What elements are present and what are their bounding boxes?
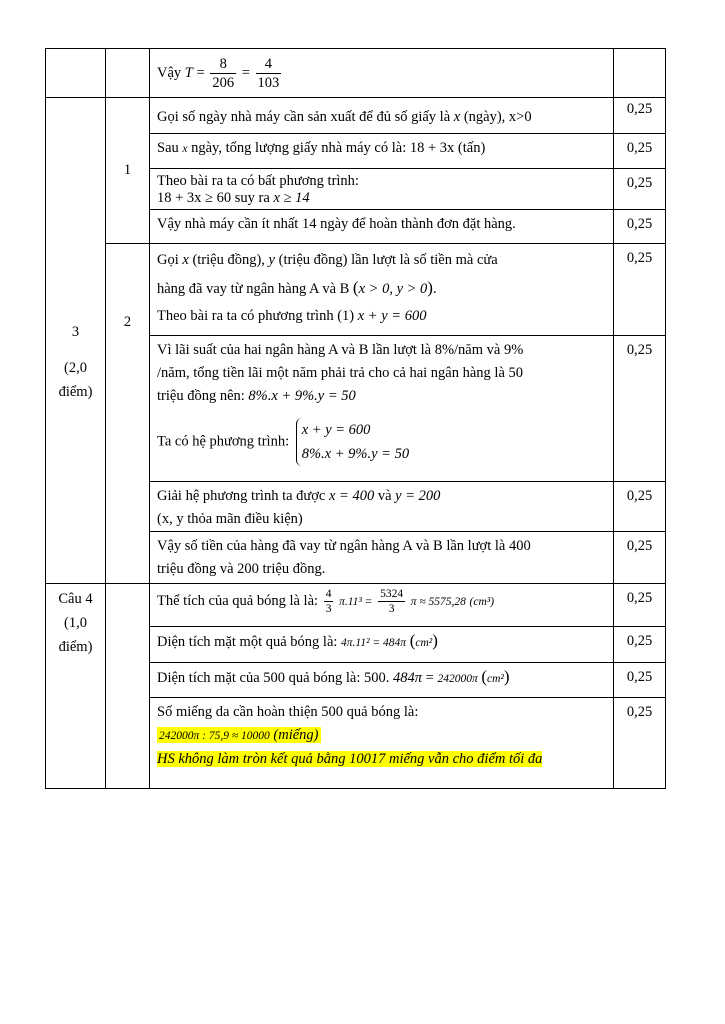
question-4-points-unit: điểm) (58, 639, 93, 655)
cell-content-part1 (150, 98, 614, 244)
cell-mark-empty (614, 49, 666, 98)
cell-marks-cau4 (614, 584, 666, 789)
mark-4-3: 0,25 (614, 662, 665, 697)
cell-part-1 (106, 98, 150, 244)
mark-4-2: 0,25 (614, 626, 665, 662)
grading-note: HS không làm tròn kết quả bằng 10017 miếng vẫn cho điểm tối đa (157, 751, 543, 767)
cell-part-empty-4 (106, 584, 150, 789)
mark-1-4: 0,25 (614, 209, 665, 243)
mark-2-3: 0,25 (614, 481, 665, 531)
mark-1-1: 0,25 (626, 101, 653, 117)
question-points-unit: điểm) (58, 383, 93, 400)
item-4-3: Diện tích mặt của 500 quả bóng là: 500. 484π = 242000π (cm²) (150, 662, 613, 697)
question-points: (2,0 (64, 359, 87, 376)
fraction-1: $\frac{8}{206}$ (212, 56, 235, 92)
fraction-2: $\frac{4}{103}$ (257, 56, 280, 92)
cell-question-empty (46, 49, 106, 98)
item-1-2: Sau x ngày, tổng lượng giấy nhà máy có là: 18 + 3x (tấn) (150, 133, 613, 168)
row-conclusion-T (46, 49, 666, 98)
item-2-3: Giải hệ phương trình ta được x = 400 và y = 200 (x, y thỏa mãn điều kiện) (150, 481, 613, 531)
mark-2-2: 0,25 (614, 335, 665, 481)
item-1-3: Theo bài ra ta có bất phương trình: 18 + 3x ≥ 60 suy ra x ≥ 14 (150, 168, 613, 209)
cell-marks-part1 (614, 98, 666, 244)
text-prefix: Vậy (157, 65, 182, 81)
row-cau3-part1 (46, 98, 666, 244)
part-number-2: 2 (123, 314, 132, 330)
mark-1-3: 0,25 (614, 168, 665, 209)
question-number: 3 (71, 323, 80, 340)
cell-content-cau4 (150, 584, 614, 789)
cell-content-T (150, 49, 614, 98)
cell-part-2 (106, 244, 150, 584)
item-4-4: Số miếng da cần hoàn thiện 500 quả bóng là: 242000π : 75,9 ≈ 10000 (miếng) HS không làm tròn kết quả bằng 10017 miếng vẫn cho điểm tối đa (150, 697, 613, 788)
mark-1-2: 0,25 (614, 133, 665, 168)
mark-4-4: 0,25 (614, 697, 665, 788)
fraction-5324-3: $\frac{5324}{3}$ (380, 588, 404, 615)
item-1-1: Gọi số ngày nhà máy cần sản xuất để đủ số giấy là x (ngày), x>0 (157, 109, 532, 125)
mark-4-1: 0,25 (626, 590, 653, 606)
cell-marks-part2 (614, 244, 666, 584)
cell-question-3 (46, 98, 106, 584)
cell-content-part2 (150, 244, 614, 584)
part-number: 1 (123, 162, 132, 178)
question-4-label: Câu 4 (58, 591, 93, 607)
item-1-4: Vậy nhà máy cần ít nhất 14 ngày để hoàn thành đơn đặt hàng. (150, 209, 613, 243)
fraction-4-3: $\frac{4}{3}$ (325, 588, 332, 615)
item-2-2: Vì lãi suất của hai ngân hàng A và B lần lượt là 8%/năm và 9% /năm, tổng tiền lãi một năm phải trả cho cả hai ngân hàng là 50 triệu đồng nên: 8%.x + 9%.y = 50 Ta có hệ phương trình: x + y = 600 8%.x + 9%.y = 50 (150, 335, 613, 481)
cell-part-empty (106, 49, 150, 98)
item-4-2: Diện tích mặt một quả bóng là: 4π.11² = 484π (cm²) (150, 626, 613, 662)
mark-2-4: 0,25 (614, 531, 665, 583)
row-cau4 (46, 584, 666, 789)
equation-system: x + y = 600 8%.x + 9%.y = 50 (296, 418, 409, 466)
cell-question-4 (46, 584, 106, 789)
question-4-points: (1,0 (64, 615, 87, 631)
eq-sign: = (196, 65, 205, 81)
item-2-1: Gọi x (triệu đồng), y (triệu đồng) lần lượt là số tiền mà cửa hàng đã vay từ ngân hàng A và B (x > 0, y > 0). Theo bài ra ta có phương trình (1) x + y = 600 (157, 252, 498, 324)
row-cau3-part2 (46, 244, 666, 584)
item-2-4: Vậy số tiền của hàng đã vay từ ngân hàng A và B lần lượt là 400 triệu đồng và 200 triệu đồng. (150, 531, 613, 583)
eq-sign-2: = (241, 65, 250, 81)
item-4-1: Thể tích của quả bóng là là: $\frac{4}{3}$ π.11³ = $\frac{5324}{3}$ π ≈ 5575,28 (cm³) (157, 588, 495, 615)
grading-table (45, 48, 666, 789)
mark-2-1: 0,25 (626, 250, 653, 266)
var-T: T (184, 65, 193, 81)
